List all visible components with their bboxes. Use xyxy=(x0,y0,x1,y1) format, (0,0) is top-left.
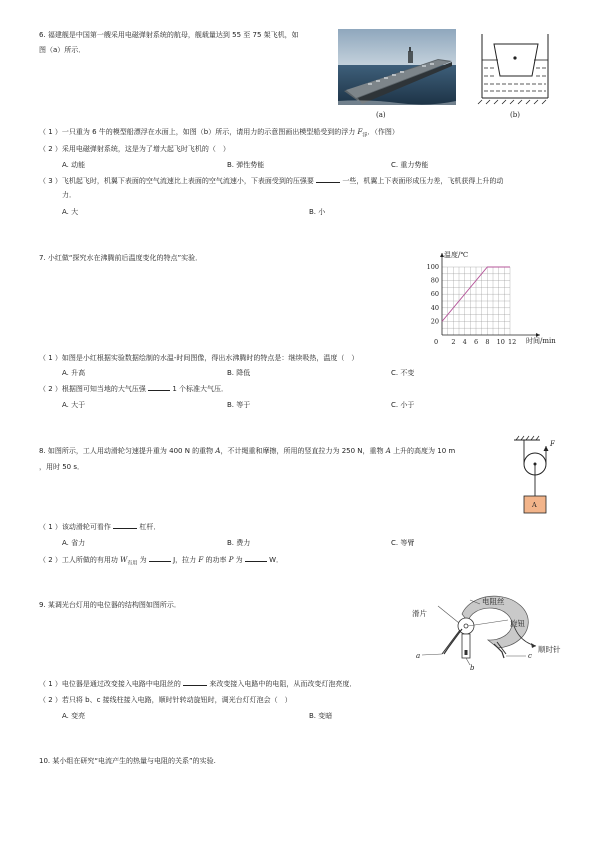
terminal-c-label: c xyxy=(528,652,532,660)
chart-axes xyxy=(440,253,540,337)
q8-sub1: （ 1 ）该动滑轮可看作 杠杆． xyxy=(39,523,161,531)
q6-sub2-option-c[interactable]: C. 重力势能 xyxy=(391,161,429,169)
resistance-wire-label: 电阻丝 xyxy=(482,597,505,606)
x-tick-label: 12 xyxy=(508,338,517,346)
symbol-F: F xyxy=(357,128,363,136)
x-tick-label: 6 xyxy=(474,338,479,346)
q6-sub3-line2: 力． xyxy=(62,191,76,199)
q6-sub2-option-a[interactable]: A. 动能 xyxy=(62,161,86,169)
temperature-chart xyxy=(424,247,564,347)
y-tick-label: 20 xyxy=(430,317,439,326)
q7-sub2-blank[interactable] xyxy=(148,390,170,391)
q7-sub1-option-c[interactable]: C. 不变 xyxy=(391,369,415,377)
q6-sub1: （ 1 ）一只重为 6 牛的模型船漂浮在水面上，如图（b）所示，请用力的示意图画出模型船受到的浮力 $F_浮$．（作图） xyxy=(39,128,399,139)
y-axis-label: 温度/℃ xyxy=(444,251,469,259)
clockwise-label: 顺时针 xyxy=(538,645,561,654)
q6-stem-line2: 图（a）所示． xyxy=(39,46,86,54)
y-tick-label: 100 xyxy=(426,263,439,271)
slider-label: 滑片 xyxy=(412,609,427,618)
terminal-b-label: b xyxy=(470,664,475,670)
q8-sub1-blank[interactable] xyxy=(113,528,137,529)
weight-A-label: A xyxy=(532,501,537,509)
q7-sub1: （ 1 ）如图是小红根据实验数据绘制的水温-时间图像，得出水沸腾时的特点是：继续吸热，温度（ ） xyxy=(39,354,359,362)
q9-sub2: （ 2 ）若只将 b、c 接线柱接入电路，顺时针转动旋钮时，调光台灯灯泡会（ ） xyxy=(39,696,292,704)
y-tick-label: 80 xyxy=(430,276,439,285)
q8-sub1-option-a[interactable]: A. 省力 xyxy=(62,539,86,547)
q10-stem: 10. 某小组在研究“电流产生的热量与电阻的关系”的实验. xyxy=(39,757,216,765)
q7-sub1-option-a[interactable]: A. 升高 xyxy=(62,369,86,377)
x-axis-label: 时间/min xyxy=(526,337,556,345)
fig-b-label: (b) xyxy=(510,111,520,119)
symbol-sub: 浮 xyxy=(362,132,368,139)
q7-sub2-option-a[interactable]: A. 大于 xyxy=(62,401,86,409)
carrier-photo xyxy=(338,29,456,105)
y-tick-label: 40 xyxy=(430,303,439,312)
origin-label: 0 xyxy=(434,338,439,346)
terminal-a-label: a xyxy=(416,652,421,660)
y-tick-label: 60 xyxy=(430,290,439,299)
x-tick-label: 2 xyxy=(451,338,456,346)
pulley-figure xyxy=(510,434,560,518)
q8-stem-line1: 8. 如图所示，工人用动滑轮匀速提升重为 400 N 的重物 A，不计绳重和摩擦，所用的竖直拉力为 250 N，重物 A 上升的高度为 10 m xyxy=(39,447,456,455)
q8-sub1-option-c[interactable]: C. 等臂 xyxy=(391,539,415,547)
q9-sub2-option-a[interactable]: A. 变亮 xyxy=(62,712,86,720)
q6-stem-line1: 6. 福建舰是中国第一艘采用电磁弹射系统的航母，舰载量达到 55 至 75 架飞机，如 xyxy=(39,31,299,39)
q6-sub3-blank[interactable] xyxy=(316,182,340,183)
q7-sub1-option-b[interactable]: B. 降低 xyxy=(227,369,251,377)
fig-a-label: (a) xyxy=(376,111,386,119)
q6-sub2-option-b[interactable]: B. 弹性势能 xyxy=(227,161,265,169)
q8-stem-line2: ，用时 50 s． xyxy=(39,463,85,471)
knob-label: 旋钮 xyxy=(510,619,525,628)
q6-sub3-option-a[interactable]: A. 大 xyxy=(62,208,79,216)
q6-sub3-option-b[interactable]: B. 小 xyxy=(309,208,326,216)
q8-sub2-blank2[interactable] xyxy=(245,561,267,562)
q6-sub2: （ 2 ）采用电磁弹射系统，这是为了增大起飞时飞机的（ ） xyxy=(39,145,230,153)
q7-sub2-option-b[interactable]: B. 等于 xyxy=(227,401,251,409)
q8-sub2-blank1[interactable] xyxy=(149,561,171,562)
chart-labels xyxy=(427,250,557,346)
x-tick-label: 8 xyxy=(485,338,490,346)
chart-grid xyxy=(442,267,510,335)
q9-sub1: （ 1 ）电位器是通过改变接入电路中电阻丝的 来改变接入电路中的电阻，从而改变灯泡亮度． xyxy=(39,680,357,688)
q9-sub1-blank[interactable] xyxy=(183,685,207,686)
q7-stem: 7. 小红做“探究水在沸腾前后温度变化的特点”实验． xyxy=(39,254,203,262)
q9-sub2-option-b[interactable]: B. 变暗 xyxy=(309,712,333,720)
q8-sub2: （ 2 ）工人所做的有用功 $W_{有用}$ 为 J，拉力 F 的功率 P 为 W． xyxy=(39,556,284,567)
q6-sub3: （ 3 ）飞机起飞时，机翼下表面的空气流速比上表面的空气流速小，下表面受到的压强要 一些，机翼上下表面形成压力差，飞机获得上升的动 xyxy=(39,177,504,185)
q7-sub2: （ 2 ）根据图可知当地的大气压强 1 个标准大气压． xyxy=(39,385,229,393)
q8-sub1-option-b[interactable]: B. 费力 xyxy=(227,539,251,547)
q7-sub2-option-c[interactable]: C. 小于 xyxy=(391,401,415,409)
potentiometer-figure xyxy=(404,592,580,670)
x-tick-label: 10 xyxy=(496,338,505,346)
pulley-F-label: F xyxy=(550,440,555,448)
q9-stem: 9. 某调光台灯用的电位器的结构图如图所示． xyxy=(39,601,181,609)
boat-beaker-figure xyxy=(474,28,556,106)
x-tick-label: 4 xyxy=(462,338,467,346)
